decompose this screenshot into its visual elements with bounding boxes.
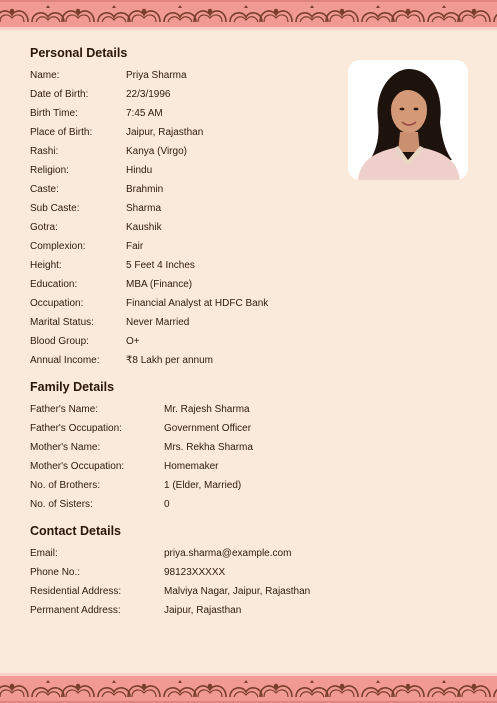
detail-label: Blood Group: [30, 336, 89, 347]
detail-label: Annual Income: [30, 355, 100, 366]
detail-label: Birth Time: [30, 108, 78, 119]
detail-value: Homemaker [164, 461, 219, 472]
detail-value: Fair [126, 241, 144, 252]
detail-value: Kanya (Virgo) [126, 146, 187, 157]
detail-label: Place of Birth: [30, 127, 93, 138]
detail-label: Name: [30, 70, 60, 81]
ornament-pattern-icon [0, 673, 497, 703]
detail-label: Marital Status: [30, 317, 94, 328]
detail-label: Sub Caste: [30, 203, 80, 214]
detail-value: Sharma [126, 203, 162, 214]
bottom-ornamental-border [0, 673, 497, 703]
detail-value: Jaipur, Rajasthan [126, 127, 204, 138]
detail-value: ₹8 Lakh per annum [126, 355, 213, 366]
detail-label: Complexion: [30, 241, 86, 252]
detail-value: 0 [164, 499, 170, 510]
top-ornamental-border [0, 0, 497, 30]
email-value[interactable]: priya.sharma@example.com [164, 548, 292, 559]
detail-label: Date of Birth: [30, 89, 89, 100]
detail-value: Priya Sharma [126, 70, 187, 81]
contact-details-heading: Contact Details [30, 524, 121, 538]
detail-label: Mother's Name: [30, 442, 101, 453]
detail-label: Father's Occupation: [30, 423, 122, 434]
profile-photo [348, 60, 468, 180]
personal-details-heading: Personal Details [30, 46, 128, 60]
detail-label: Rashi: [30, 146, 59, 157]
detail-value: Jaipur, Rajasthan [164, 605, 242, 616]
detail-label: Caste: [30, 184, 59, 195]
detail-value: Malviya Nagar, Jaipur, Rajasthan [164, 586, 311, 597]
detail-value: Financial Analyst at HDFC Bank [126, 298, 269, 309]
detail-label: Permanent Address: [30, 605, 121, 616]
detail-value: O+ [126, 336, 140, 347]
detail-value: 22/3/1996 [126, 89, 171, 100]
detail-value: Brahmin [126, 184, 164, 195]
profile-photo-portrait-icon [348, 60, 468, 180]
detail-label: No. of Sisters: [30, 499, 93, 510]
detail-label: Father's Name: [30, 404, 99, 415]
detail-label: Religion: [30, 165, 69, 176]
detail-value: 1 (Elder, Married) [164, 480, 242, 491]
detail-value: Government Officer [164, 423, 252, 434]
detail-label: Education: [30, 279, 78, 290]
detail-value: Hindu [126, 165, 153, 176]
detail-value: Kaushik [126, 222, 162, 233]
detail-label: Occupation: [30, 298, 84, 309]
detail-label: No. of Brothers: [30, 480, 101, 491]
phone-value: 98123XXXXX [164, 567, 226, 578]
detail-label: Gotra: [30, 222, 58, 233]
detail-label: Email: [30, 548, 58, 559]
family-details-heading: Family Details [30, 380, 115, 394]
detail-label: Phone No.: [30, 567, 81, 578]
detail-value: Never Married [126, 317, 190, 328]
detail-label: Height: [30, 260, 62, 271]
detail-label: Residential Address: [30, 586, 122, 597]
detail-label: Mother's Occupation: [30, 461, 125, 472]
detail-value: 7:45 AM [126, 108, 163, 119]
detail-value: MBA (Finance) [126, 279, 193, 290]
ornament-pattern-icon [0, 0, 497, 30]
detail-value: Mr. Rajesh Sharma [164, 404, 250, 415]
detail-value: 5 Feet 4 Inches [126, 260, 195, 271]
detail-value: Mrs. Rekha Sharma [164, 442, 253, 453]
